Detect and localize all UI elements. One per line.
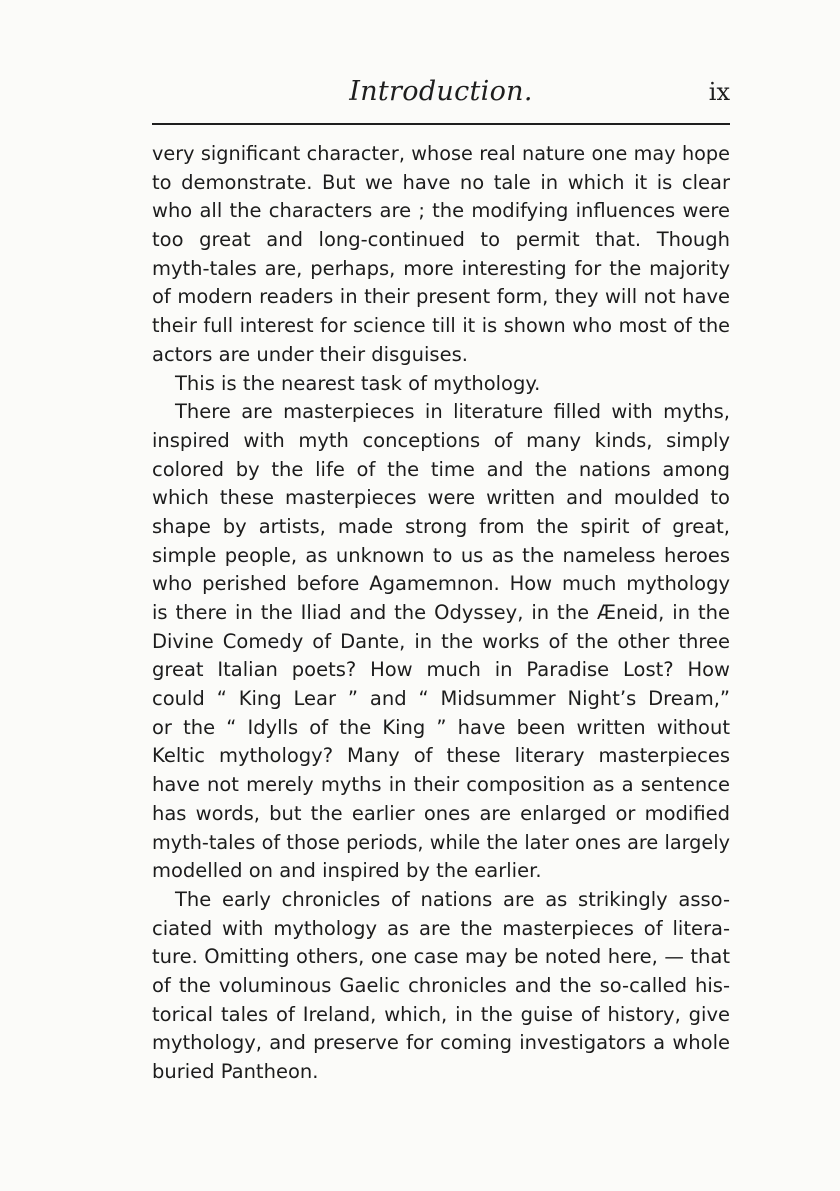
text-line: who all the characters are ; the modifying influences were: [152, 199, 730, 223]
text-line: is there in the Iliad and the Odyssey, in the Æneid, in the: [152, 601, 730, 624]
text-line: Divine Comedy of Dante, in the works of the other three: [152, 629, 730, 653]
text-line: has words, but the earlier ones are enlarged or modified: [152, 801, 730, 825]
text-line: of modern readers in their present form, they will not have: [152, 285, 730, 309]
text-line: torical tales of Ireland, which, in the guise of history, give: [152, 1002, 730, 1026]
chapter-title: Introduction.: [349, 76, 533, 107]
body-text: [152, 140, 730, 1087]
text-line: of the voluminous Gaelic chronicles and the so-called his-: [152, 973, 730, 997]
text-line: actors are under their disguises.: [152, 342, 468, 366]
text-line: to demonstrate. But we have no tale in which it is clear: [152, 170, 730, 194]
running-header: [152, 76, 730, 116]
text-line: Keltic mythology? Many of these literary masterpieces: [152, 744, 730, 768]
text-line: great Italian poets? How much in Paradise Lost? How: [152, 658, 730, 682]
text-line: inspired with myth conceptions of many kinds, simply: [152, 428, 730, 452]
text-line: ture. Omitting others, one case may be noted here, — that: [152, 945, 730, 969]
text-line: their full interest for science till it is shown who most of the: [152, 314, 730, 338]
text-line: There are masterpieces in literature filled with myths,: [175, 400, 730, 424]
text-line: shape by artists, made strong from the spirit of great,: [152, 514, 730, 538]
text-line: who perished before Agamemnon. How much mythology: [152, 572, 730, 596]
text-line: buried Pantheon.: [152, 1060, 319, 1083]
header-rule: [152, 123, 730, 125]
page-number: ix: [708, 78, 730, 106]
text-line: colored by the life of the time and the nations among: [152, 457, 730, 481]
text-line: simple people, as unknown to us as the nameless heroes: [152, 543, 730, 567]
text-line: which these masterpieces were written and moulded to: [152, 486, 730, 510]
text-line: modelled on and inspired by the earlier.: [152, 859, 542, 883]
text-line: could “ King Lear ” and “ Midsummer Night’s Dream,”: [152, 687, 730, 711]
text-line: The early chronicles of nations are as strikingly asso-: [175, 887, 730, 911]
text-line: or the “ Idylls of the King ” have been written without: [152, 715, 730, 739]
text-line: myth-tales are, perhaps, more interesting for the majority: [152, 256, 730, 280]
text-line: ciated with mythology as are the masterpieces of litera-: [152, 916, 730, 940]
text-line: have not merely myths in their composition as a sentence: [152, 773, 730, 797]
text-line: This is the nearest task of mythology.: [175, 371, 541, 395]
text-line: mythology, and preserve for coming investigators a whole: [152, 1031, 730, 1055]
text-line: too great and long-continued to permit that. Though: [152, 228, 730, 252]
text-line: myth-tales of those periods, while the later ones are largely: [152, 830, 730, 854]
text-line: very significant character, whose real nature one may hope: [152, 142, 730, 165]
